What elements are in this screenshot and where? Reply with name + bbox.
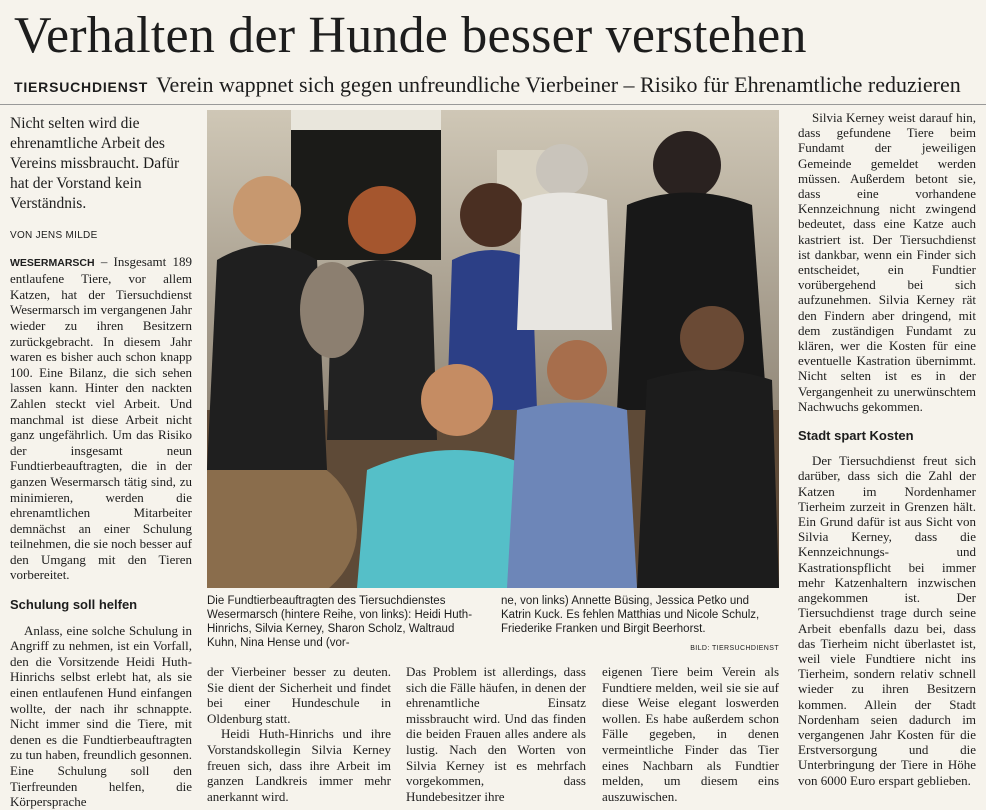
column-1: [10, 114, 192, 810]
column-5: [798, 110, 976, 788]
paragraph-text: – Insgesamt 189 entlaufene Tiere, vor allem Katzen, hat der Tiersuchdienst Wesermarsch im vergangenen Jahr wieder zu ihren Besitzern zurückgebracht. In diesem Jahr waren es bisher auch schon knapp 100. Eine Bilanz, die sich sehen lassen kann. Hinter den nackten Zahlen steckt viel Arbeit. Und manchmal ist diese Arbeit nicht ganz ungefährlich. Um das Risiko der insgesamt neun Fundtierbeauftragten, die in der ganzen Wesermarsch tätig sind, zu minimieren, werden die ehrenamtlichen Mitarbeiter demnächst an einer Schulung teilnehmen, die sie noch besser auf den Umgang mit den Tieren vorbereitet.: [10, 253, 192, 583]
group-photo: [207, 110, 779, 588]
subtitle: Verein wappnet sich gegen unfreundliche Vierbeiner – Risiko für Ehrenamtliche reduzieren: [156, 72, 961, 97]
column-2: [207, 664, 391, 804]
photo-credit: BILD: TIERSUCHDIENST: [690, 645, 779, 652]
byline: VON JENS MILDE: [10, 230, 98, 241]
subheading: Stadt spart Kosten: [798, 428, 914, 444]
intro-text: Nicht selten wird die ehrenamtliche Arbeit des Vereins missbraucht. Dafür hat der Vorstand kein Verständnis.: [10, 115, 180, 212]
column-3: [406, 664, 586, 804]
paragraph: [10, 254, 192, 583]
caption-left: Die Fundtierbeauftragten des Tiersuchdienstes Wesermarsch (hintere Reihe, von links): Heidi Huth-Hinrichs, Silvia Kerney, Sharon Scholz, Waltraud Kuhn, Nina Hense und (vor-: [207, 595, 473, 649]
paragraph: Das Problem ist allerdings, dass sich die Fälle häufen, in denen der ehrenamtliche Einsatz missbraucht wird. Und das finden die beiden Frauen alles andere als lustig. Nach den Worten von Silvia Kerney ist es mehrfach vorgekommen, dass Hundebesitzer ihre: [406, 664, 586, 804]
column-4: [602, 664, 779, 804]
paragraph: eigenen Tiere beim Verein als Fundtiere melden, weil sie sie auf diese Weise elegant loswerden wollen. Es habe außerdem schon Fälle gegeben, in denen vermeintliche Finder das Tier eines Nachbarn als Fundtier melden, um diesem eins auszuwischen.: [602, 664, 779, 804]
dateline: WESERMARSCH: [10, 256, 95, 269]
paragraph: Heidi Huth-Hinrichs und ihre Vorstandskollegin Silvia Kerney freuen sich, dass ihre Arbeit im ganzen Landkreis immer mehr anerkannt wird.: [207, 726, 391, 804]
paragraph: Silvia Kerney weist darauf hin, dass gefundene Tiere beim Fundamt der jeweiligen Gemeinde gemeldet werden müssen. Außerdem betont sie, dass eine vorhandene Kennzeichnung nicht zwingend bedeutet, dass eine Katze auch kastriert ist. Der Tiersuchdienst ist dankbar, wenn ein Finder sich entscheidet, ein Fundtier vorübergehend bei sich aufzunehmen. Silvia Kerney rät den Findern aber dringend, mit dem zuständigen Fundamt zu klären, wer die Kosten für eine eventuelle Kastration übernimmt. Nicht selten ist es in der Vergangenheit zu unerwünschtem Nachwuchs gekommen.: [798, 110, 976, 414]
paragraph: Der Tiersuchdienst freut sich darüber, dass sich die Zahl der Katzen im Nordenhamer Tierheim zurzeit in Grenzen hält. Ein Grund dafür ist aus Sicht von Silvia Kerney, dass die Kennzeichnungs- und Kastrationspflicht bei immer mehr Katzenhaltern inzwischen angekommen ist. Der Tiersuchdienst trage durch seine Arbeit ebenfalls dazu bei, dass das Tierheim nicht überlastet ist, weil viele Fundtiere nicht ins Tierheim, sondern relativ schnell wieder zu ihren Besitzern kommen. Allein der Stadt Nordenham seien dadurch im vergangenen Jahr Kosten für die Erstversorgung und die Unterbringung der Tiere in Höhe von 6000 Euro erspart geblieben.: [798, 453, 976, 788]
subheading: Schulung soll helfen: [10, 597, 138, 613]
headline: Verhalten der Hunde besser verstehen: [14, 7, 807, 64]
subheadline: [14, 72, 984, 98]
divider: [0, 104, 986, 105]
caption-right: ne, von links) Annette Büsing, Jessica Petko und Katrin Kuck. Es fehlen Matthias und Nicole Schulz, Friederike Franken und Birgit Beerhorst.: [501, 595, 760, 635]
paragraph: Anlass, eine solche Schulung in Angriff zu nehmen, ist ein Vorfall, den die Vorsitzende Heidi Huth-Hinrichs selbst erlebt hat, als sie einen entlaufenen Hund einfangen wollte, der nach ihr schnappte. Nicht immer sind die Tiere, mit denen es die Fundtierbeauftragten zu tun haben, freundlich gesonnen. Eine Schulung soll den Tierfreunden helfen, die Körpersprache: [10, 622, 192, 810]
kicker-label: TIERSUCHDIENST: [14, 79, 149, 95]
paragraph: der Vierbeiner besser zu deuten. Sie dient der Sicherheit und findet bei einer Hundeschule in Oldenburg statt.: [207, 664, 391, 726]
